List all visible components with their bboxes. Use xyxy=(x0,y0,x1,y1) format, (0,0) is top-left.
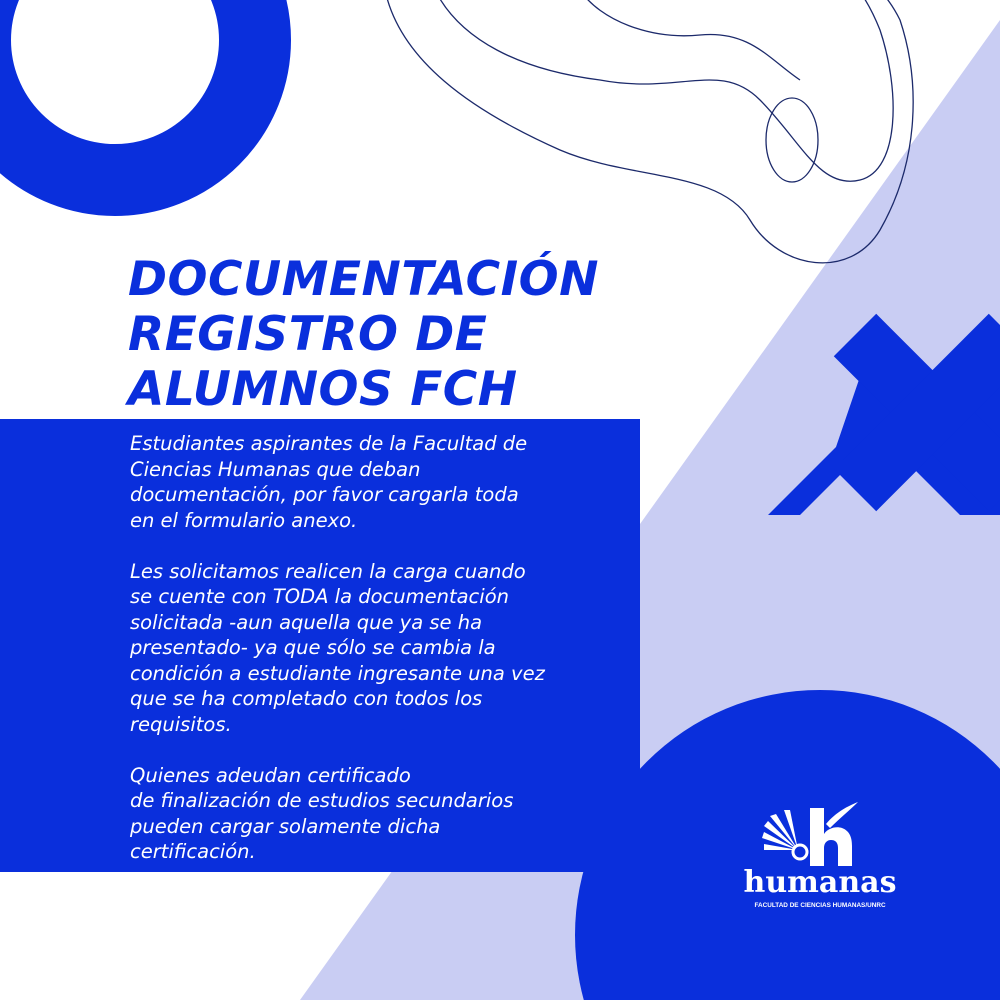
paragraph-1 xyxy=(130,431,640,533)
paragraph-1-line: en el formulario anexo. xyxy=(130,508,358,532)
paragraph-3 xyxy=(130,763,640,865)
paragraph-1-line: documentación, por favor cargarla toda xyxy=(130,483,519,506)
page-title xyxy=(128,252,599,417)
paragraph-3-line: pueden cargar solamente dicha xyxy=(130,814,441,838)
paragraph-2-line: presentado- ya que sólo se cambia la xyxy=(130,636,496,659)
contour-lines-decoration xyxy=(385,0,913,263)
paragraph-2-line: solicitada -aun aquella que ya se ha xyxy=(130,610,483,634)
paragraph-3-line: de finalización de estudios secundarios xyxy=(130,789,514,812)
ring-decoration xyxy=(0,0,255,180)
title-line-1: DOCUMENTACIÓN xyxy=(128,252,599,307)
paragraph-2-line: requisitos. xyxy=(130,712,232,736)
logo-subtitle: FACULTAD DE CIENCIAS HUMANAS/UNRC xyxy=(754,902,886,909)
paragraph-3-line: certificación. xyxy=(130,840,256,863)
paragraph-2 xyxy=(130,559,640,738)
paragraph-2-line: condición a estudiante ingresante una vez xyxy=(130,661,545,685)
logo-wordmark: humanas xyxy=(743,865,897,900)
humanas-logo-icon xyxy=(740,800,900,870)
title-line-3: ALUMNOS FCH xyxy=(128,362,518,417)
contour-ellipse xyxy=(766,98,818,182)
paragraph-2-line: que se ha completado con todos los xyxy=(130,687,483,710)
humanas-logo xyxy=(740,800,900,920)
paragraph-2-line: Les solicitamos realicen la carga cuando xyxy=(130,559,526,583)
info-text xyxy=(130,431,640,890)
paragraph-2-line: se cuente con TODA la documentación xyxy=(130,585,509,608)
paragraph-1-line: Ciencias Humanas que deban xyxy=(130,457,421,481)
paragraph-3-line: Quienes adeudan certificado xyxy=(130,763,411,787)
title-line-2: REGISTRO DE xyxy=(128,307,488,362)
paragraph-1-line: Estudiantes aspirantes de la Facultad de xyxy=(130,432,528,455)
